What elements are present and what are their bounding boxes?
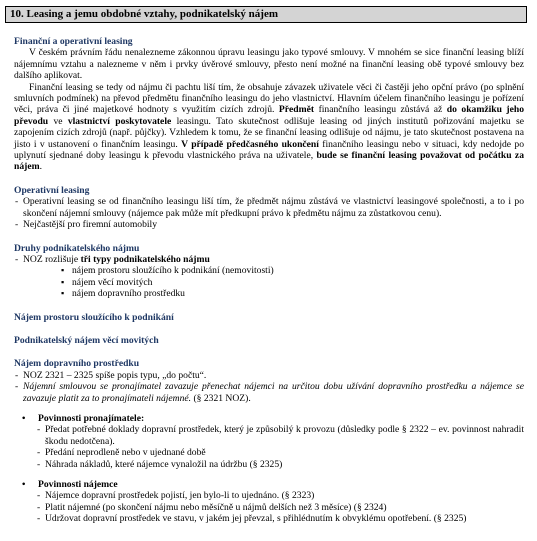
bullet-povinnosti-pronajimatele: • Povinnosti pronajímatele: — [14, 413, 524, 424]
paragraph-leasing-intro: V českém právním řádu nenalezneme zákonnou úpravu leasingu jako typové smlouvy. V mnohém se sice finanční leasing blíží nájemnímu vztahu a nalezneme v něm i prvky úvěrové smlouvy, přesto není možné na finanční leasing obě typové smlouvy bez dalšího aplikovat. — [14, 47, 524, 82]
list-item: - Předat potřebné doklady dopravní prostředek, který je způsobilý k provozu (důsledky podle § 2322 – ev. povinnost nahradit škodu nedotčena). — [36, 424, 524, 447]
bullet-povinnosti-najemce: • Povinnosti nájemce — [14, 479, 524, 490]
heading-financni-operativni: Finanční a operativní leasing — [14, 36, 133, 47]
text-run-bold: tři typy podnikatelského nájmu — [80, 253, 210, 265]
spacer — [14, 470, 524, 479]
text-run: finančního leasingu nebo v situaci, kdy nedojde po uplynutí sjednané doby leasingu k převodu vlastnického práva na uživatele, — [14, 138, 524, 162]
text-run: (§ 2321 NOZ). — [191, 392, 251, 404]
list-item — [14, 254, 524, 265]
text-run-bold: Předmět — [278, 104, 315, 116]
list-item: - Předání neprodleně nebo v ujednané době — [36, 447, 524, 458]
spacer — [14, 323, 524, 335]
list-item-square: ▪ nájem dopravního prostředku — [14, 288, 524, 299]
spacer — [14, 173, 524, 185]
text-run: leasingu. Tato skutečnost odlišuje leasing od jiných institutů pořizování majetku se zapojením cizích zdrojů (např. půjčky). Vzhledem k tomu, že se finanční leasing odlišuje od nájmu, je tato skutečnost postavena na jisto i v ustanovení o finančním leasingu. — [14, 115, 524, 150]
list-item: - Nájemce dopravní prostředek pojistí, jen bylo-li to ujednáno. (§ 2323) — [36, 490, 524, 501]
spacer — [14, 231, 524, 243]
list-item: - NOZ 2321 – 2325 spíše popis typu, „do počtu“. — [14, 370, 524, 381]
list-item — [14, 381, 524, 404]
text-run: NOZ rozlišuje — [23, 253, 81, 265]
list-item: - Udržovat dopravní prostředek ve stavu, v jakém jej převzal, s přihlédnutím k obvyklému opotřebení. (§ 2325) — [36, 513, 524, 524]
document-content — [14, 36, 524, 525]
spacer — [14, 346, 524, 358]
list-item-square: ▪ nájem prostoru sloužícího k podnikání (nemovitosti) — [14, 265, 524, 276]
list-item: - Nejčastější pro firemní automobily — [14, 219, 524, 230]
text-run-italic: Nájemní smlouvou se pronajímatel zavazuje přenechat nájemci na určitou dobu užívání dopravního prostředku a nájemce se zavazuje platit za to pronajímateli nájemné. — [23, 381, 524, 404]
text-run-bold: bude se finanční leasing považovat od počátku za nájem — [14, 150, 524, 173]
sublist-najemce — [14, 490, 524, 524]
list-item-square: ▪ nájem věcí movitých — [14, 277, 524, 288]
spacer — [14, 404, 524, 413]
spacer — [14, 300, 524, 312]
list-item: - Platit nájemné (po skončení nájmu nebo měsíčně u nájmů delších než 3 měsíce) (§ 2324) — [36, 502, 524, 513]
heading-najem-prostoru: Nájem prostoru sloužícího k podnikání — [14, 311, 174, 323]
list-item: - Náhrada nákladů, které nájemce vynaložil na údržbu (§ 2325) — [36, 459, 524, 470]
list-item: - Operativní leasing se od finančního leasingu liší tím, že předmět nájmu zůstává ve vlastnictví leasingové společnosti, a to i po skončení nájemní smlouvy (nájemce pak může mít předkupní právo k předmětu nájmu za zůstatkovou cenu). — [14, 196, 524, 219]
heading-operativni-leasing: Operativní leasing — [14, 184, 90, 196]
text-run: finančního leasingu zůstává až — [314, 104, 447, 116]
heading-najem-movitych: Podnikatelský nájem věcí movitých — [14, 334, 159, 346]
text-run: Finanční leasing se tedy od nájmu či pachtu liší tím, že obsahuje závazek uživatele věci či častěji jeho opční právo (po splnění smluvních podmínek) na převod předmětu finančního leasingu do jeho vlastnictví. Hlavním účelem finančního leasingu je pořízení věci, práva či jiné majetkové hodnoty s využitím cizích zdrojů. — [14, 81, 524, 116]
text-run-bold: do okamžiku jeho převodu — [14, 104, 525, 127]
section-title: 10. Leasing a jemu obdobné vztahy, podnikatelský nájem — [5, 6, 527, 23]
text-run-bold: vlastnictví poskytovatele — [67, 115, 172, 127]
sublist-pronajimatel — [14, 424, 524, 470]
heading-druhy-najmu: Druhy podnikatelského nájmu — [14, 242, 140, 254]
text-run-bold: V případě předčasného ukončení — [181, 138, 319, 150]
heading-najem-dopravniho-prostredku: Nájem dopravního prostředku — [14, 358, 140, 370]
text-run: . — [39, 161, 42, 173]
paragraph-financni-leasing — [14, 82, 524, 173]
text-run: ve — [48, 115, 68, 127]
